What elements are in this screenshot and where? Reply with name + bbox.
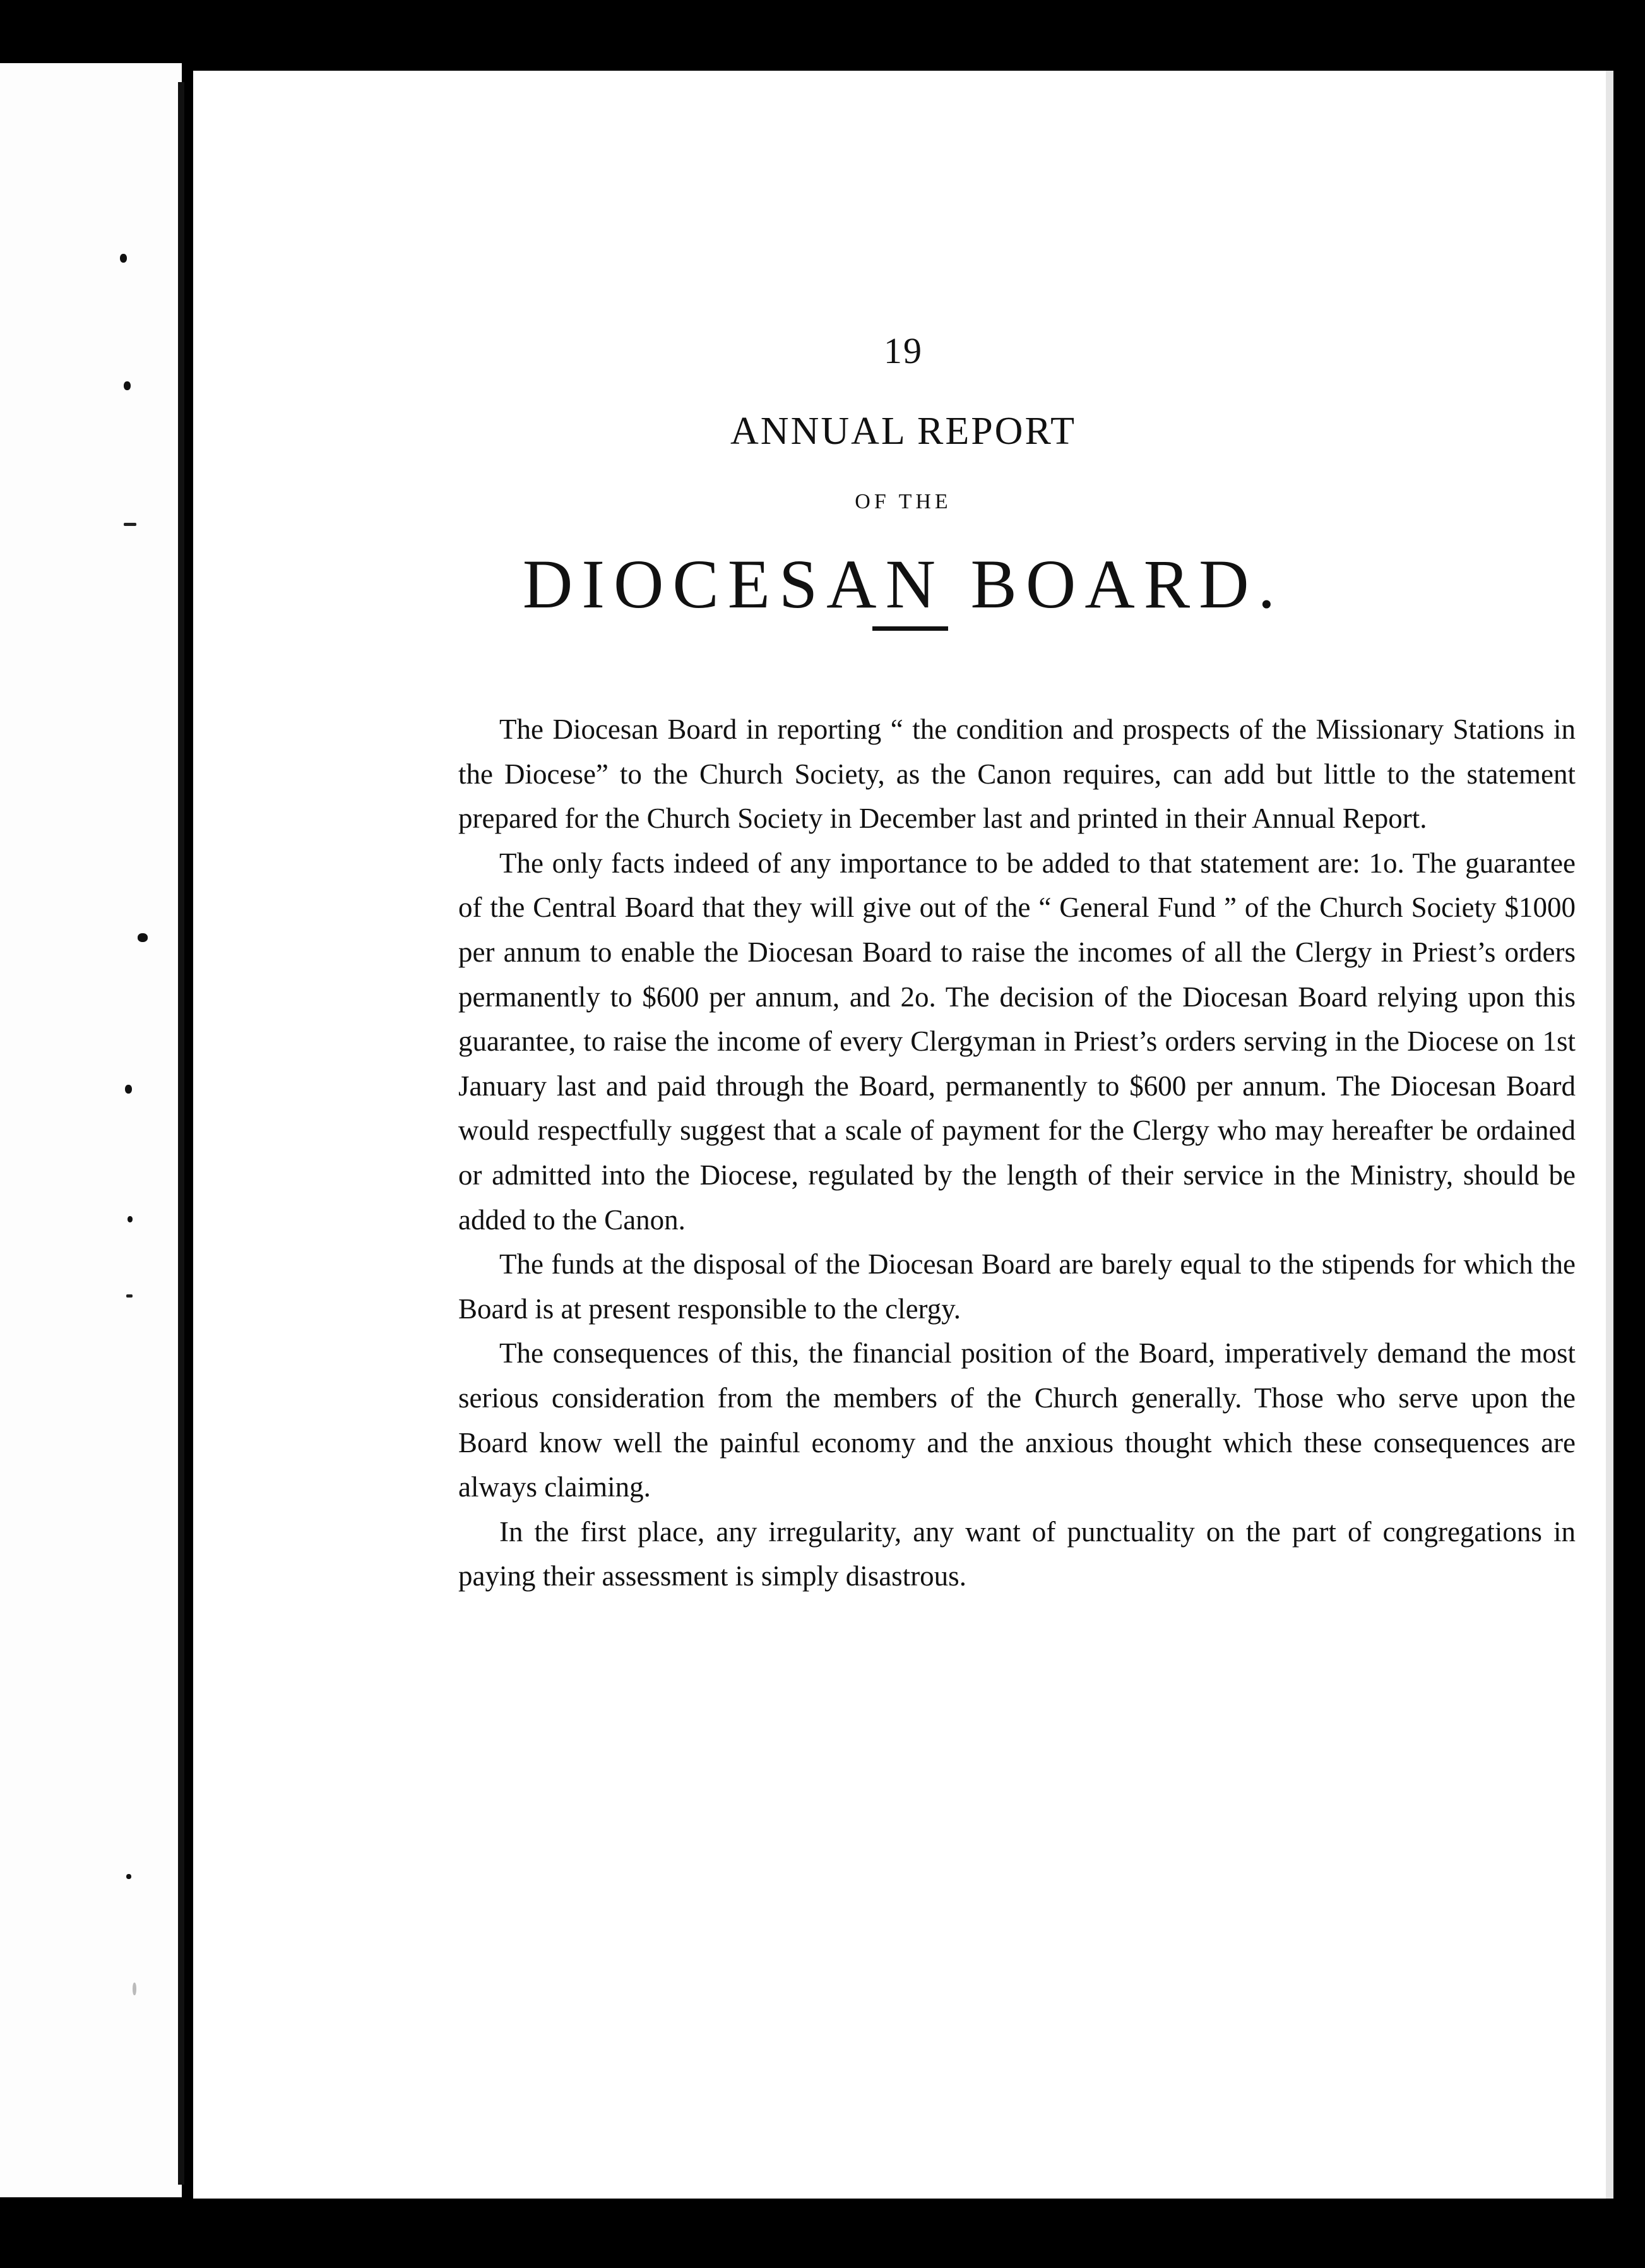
bleed-through-mark: [125, 1085, 132, 1094]
title-divider: [872, 626, 948, 631]
report-title: ANNUAL REPORT: [730, 410, 1076, 453]
bleed-through-mark: [120, 254, 127, 263]
bleed-through-mark: [124, 381, 131, 390]
bleed-through-mark: [124, 523, 136, 526]
paragraph: The only facts indeed of any importance to be added to that statement are: 1o. The guarantee of the Central Board that they will give out of the “ General Fund ” of the Church Society $1000 per annum to enable the Diocesan Board to raise the incomes of all the Clergy in Priest’s orders permanently to $600 per annum, and 2o. The decision of the Diocesan Board relying upon this guarantee, to raise the income of every Clergyman in Priest’s orders serving in the Diocese on 1st January last and paid through the Board, permanently to $600 per annum. The Diocesan Board would respectfully suggest that a scale of payment for the Clergy who may hereafter be ordained or admitted into the Diocese, regulated by the length of their service in the Ministry, should be added to the Canon.: [458, 847, 1576, 1236]
bleed-through-mark: [133, 1983, 136, 1995]
report-body: [458, 707, 1576, 1599]
book-spine: [178, 82, 184, 2185]
bleed-through-mark: [128, 1216, 133, 1222]
report-subject-title: DIOCESAN BOARD.: [522, 546, 1285, 623]
paragraph: The consequences of this, the financial position of the Board, imperatively demand the most serious consideration from the members of the Church generally. Those who serve upon the Board know well the painful economy and the anxious thought which these consequences are always claiming.: [458, 1337, 1576, 1503]
page-number: 19: [884, 330, 923, 371]
bleed-through-mark: [138, 933, 148, 942]
bleed-through-mark: [126, 1874, 131, 1879]
paragraph: The Diocesan Board in reporting “ the condition and prospects of the Missionary Stations in the Diocese” to the Church Society, as the Canon requires, can add but little to the statement prepared for the Church Society in December last and printed in their Annual Report.: [458, 713, 1576, 835]
paragraph: In the first place, any irregularity, any want of punctuality on the part of congregations in paying their assessment is simply disastrous.: [458, 1515, 1576, 1592]
paragraph: The funds at the disposal of the Diocesan Board are barely equal to the stipends for which the Board is at present responsible to the clergy.: [458, 1248, 1576, 1325]
left-facing-page: [0, 63, 182, 2197]
bleed-through-mark: [126, 1294, 133, 1298]
document-page: [193, 71, 1613, 2199]
report-title-connector: OF THE: [855, 490, 952, 513]
page-edge-shadow: [1606, 71, 1613, 2199]
